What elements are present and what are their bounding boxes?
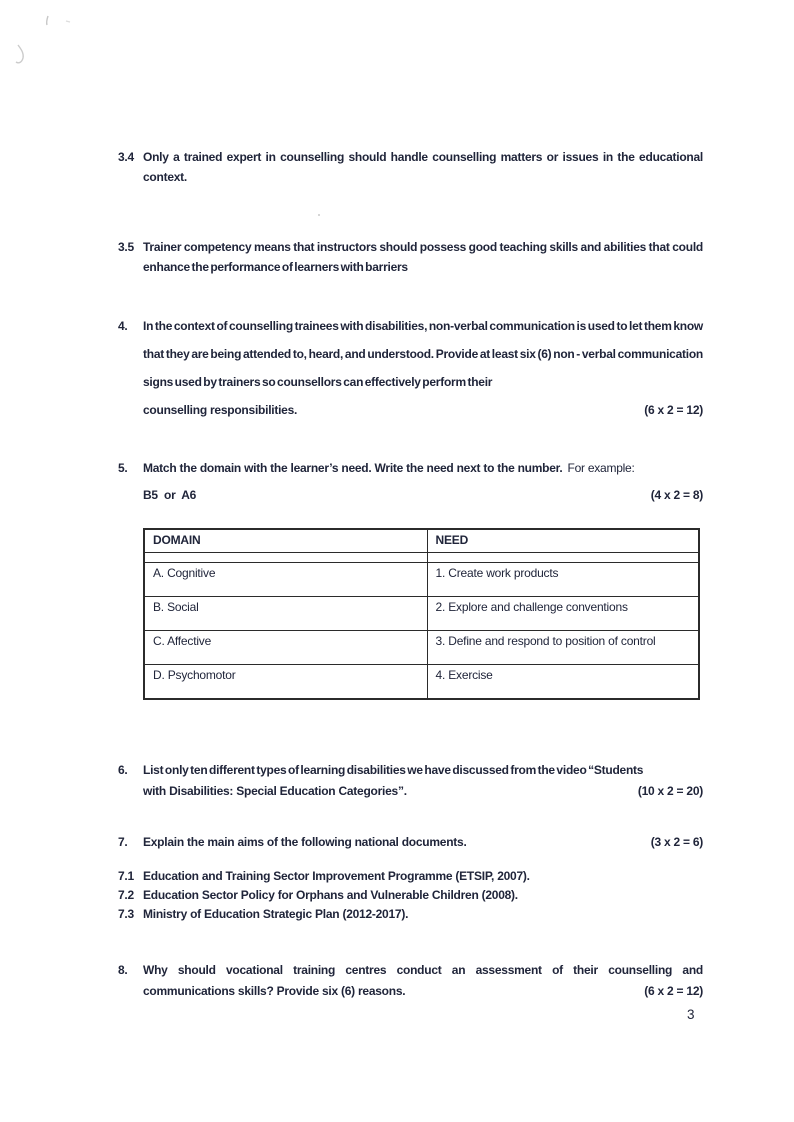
question-8-text: Why should vocational training centres conduct an assessment of their counselling and — [143, 963, 703, 977]
question-8-text-tail: communications skills? Provide six (6) reasons. — [143, 984, 406, 998]
question-5 — [118, 455, 703, 509]
question-6-text-tail: with Disabilities: Special Education Categories”. — [143, 784, 407, 798]
question-7-1 — [118, 867, 703, 886]
question-7 — [118, 832, 703, 852]
question-8 — [118, 960, 703, 1002]
question-3-5-text: Trainer competency means that instructors should possess good teaching skills and abilities that could enhance the performance of learners with barriers — [143, 240, 703, 274]
table-cell-need: 2. Explore and challenge conventions — [427, 597, 699, 631]
table-cell-domain: D. Psychomotor — [144, 665, 427, 700]
table-row — [144, 631, 699, 665]
question-8-marks: (6 x 2 = 12) — [644, 984, 703, 998]
scan-artifact-dot — [318, 214, 320, 216]
table-empty-cell — [144, 553, 427, 563]
question-5-text: Match the domain with the learner’s need. Write the need next to the number. — [143, 461, 563, 475]
question-7-2-text: Education Sector Policy for Orphans and Vulnerable Children (2008). — [143, 888, 518, 902]
table-empty-cell — [427, 553, 699, 563]
table-row — [144, 563, 699, 597]
question-4-text: In the context of counselling trainees with disabilities, non-verbal communication is used to let them know that they are being attended to, heard, and understood. Provide at least six (6) non - verbal communication signs used by trainers so counsellors can effectively perform their — [143, 319, 703, 389]
question-7-3-text: Ministry of Education Strategic Plan (2012-2017). — [143, 907, 409, 921]
table-cell-domain: A. Cognitive — [144, 563, 427, 597]
question-5-example-label: For example: — [567, 461, 635, 475]
question-7-2-number: 7.2 — [118, 888, 134, 902]
question-3-5-number: 3.5 — [118, 240, 134, 254]
question-7-marks: (3 x 2 = 6) — [650, 835, 703, 849]
question-7-text: Explain the main aims of the following national documents. — [143, 835, 467, 849]
table-row — [144, 597, 699, 631]
pen-scribble-marks — [0, 0, 110, 80]
table-cell-domain: C. Affective — [144, 631, 427, 665]
question-4-number: 4. — [118, 319, 128, 333]
question-8-number: 8. — [118, 963, 128, 977]
table-cell-need: 3. Define and respond to position of control — [427, 631, 699, 665]
table-empty-row — [144, 553, 699, 563]
page-number: 3 — [687, 1007, 695, 1022]
question-3-4-number: 3.4 — [118, 150, 134, 164]
question-7-1-number: 7.1 — [118, 869, 134, 883]
question-5-number: 5. — [118, 461, 128, 475]
question-7-3 — [118, 905, 703, 924]
question-6-text: List only ten different types of learning disabilities we have discussed from the video “Students — [143, 763, 644, 777]
table-cell-domain: B. Social — [144, 597, 427, 631]
table-row — [144, 665, 699, 700]
table-header-need: NEED — [427, 529, 699, 553]
table-cell-need: 1. Create work products — [427, 563, 699, 597]
question-7-number: 7. — [118, 835, 128, 849]
question-3-4-text: Only a trained expert in counselling should handle counselling matters or issues in the educational context. — [143, 150, 703, 184]
question-7-2 — [118, 886, 703, 905]
question-5-marks: (4 x 2 = 8) — [650, 488, 703, 502]
question-4-marks: (6 x 2 = 12) — [644, 403, 703, 417]
question-3-5 — [118, 237, 703, 277]
question-7-1-text: Education and Training Sector Improvement Programme (ETSIP, 2007). — [143, 869, 530, 883]
question-6 — [118, 760, 703, 802]
question-4-text-tail: counselling responsibilities. — [143, 403, 298, 417]
question-3-4 — [118, 147, 703, 187]
question-6-marks: (10 x 2 = 20) — [637, 784, 703, 798]
table-cell-need: 4. Exercise — [427, 665, 699, 700]
table-header-domain: DOMAIN — [144, 529, 427, 553]
question-4 — [118, 312, 703, 424]
domain-need-table — [143, 528, 700, 700]
question-5-example: B5 or A6 — [143, 488, 197, 502]
question-6-number: 6. — [118, 763, 128, 777]
table-header-row — [144, 529, 699, 553]
question-7-3-number: 7.3 — [118, 907, 134, 921]
